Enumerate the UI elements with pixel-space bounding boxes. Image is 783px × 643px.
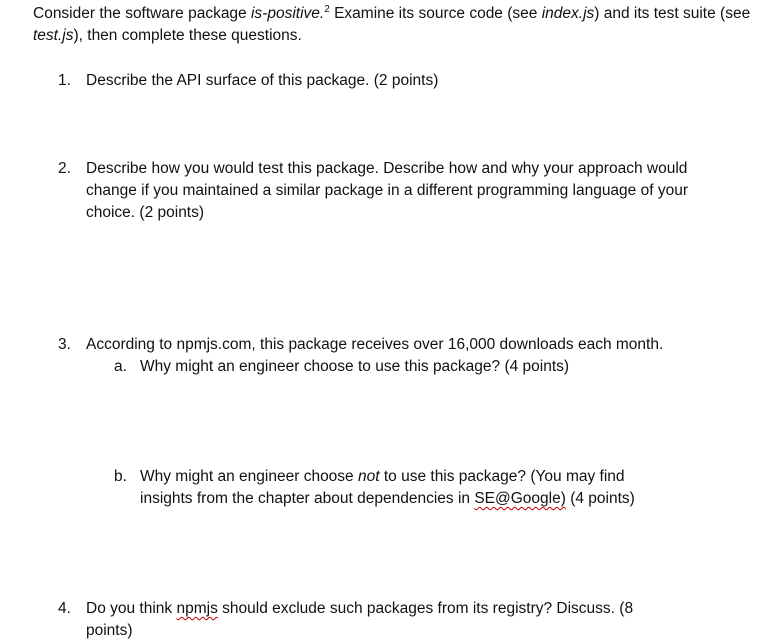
question-number: 3. [58,336,71,353]
emphasized-word: not [357,468,380,485]
question-text-part: Do you think [86,600,177,617]
source-file-name: index.js [541,5,595,22]
question-3a [33,356,673,378]
book-reference: SE@Google) [474,490,566,507]
question-4 [33,598,733,642]
intro-text: ) and its test suite (see [594,5,751,22]
flagged-word: npmjs [176,600,218,617]
intro-text: ), then complete these questions. [73,27,302,44]
package-name: is-positive. [250,5,325,22]
question-number: 4. [58,600,71,617]
question-number: 2. [58,160,71,177]
question-3 [33,334,733,356]
test-file-name: test.js [33,27,74,44]
question-1 [33,70,733,92]
question-text: According to npmjs.com, this package receives over 16,000 downloads each month. [86,336,664,353]
question-text [86,598,646,642]
intro-text: Examine its source code (see [329,5,542,22]
subquestion-text-part: Why might an engineer choose [140,468,358,485]
subquestion-letter: b. [114,468,127,485]
subquestion-text: Why might an engineer choose to use this package? (4 points) [140,358,570,375]
subquestion-letter: a. [114,358,127,375]
intro-text: Consider the software package [33,5,251,22]
subquestion-text-part: (4 points) [565,490,635,507]
intro-paragraph [33,3,763,47]
question-number: 1. [58,72,71,89]
assignment-document [33,3,763,639]
question-text: Describe how you would test this package. Describe how and why your approach would change if you maintained a similar package in a different programming language of your choice. (2 points) [86,160,688,221]
footnote-marker: 2 [324,4,330,15]
question-2 [33,158,733,224]
question-text-part: should exclude such packages from its registry? Discuss. (8 points) [86,600,634,639]
question-3b [33,466,673,510]
subquestion-text-part: to use this package? (You may find insights from the chapter about dependencies in [140,468,625,507]
question-text: Describe the API surface of this package. (2 points) [86,72,439,89]
subquestion-text [140,466,673,510]
